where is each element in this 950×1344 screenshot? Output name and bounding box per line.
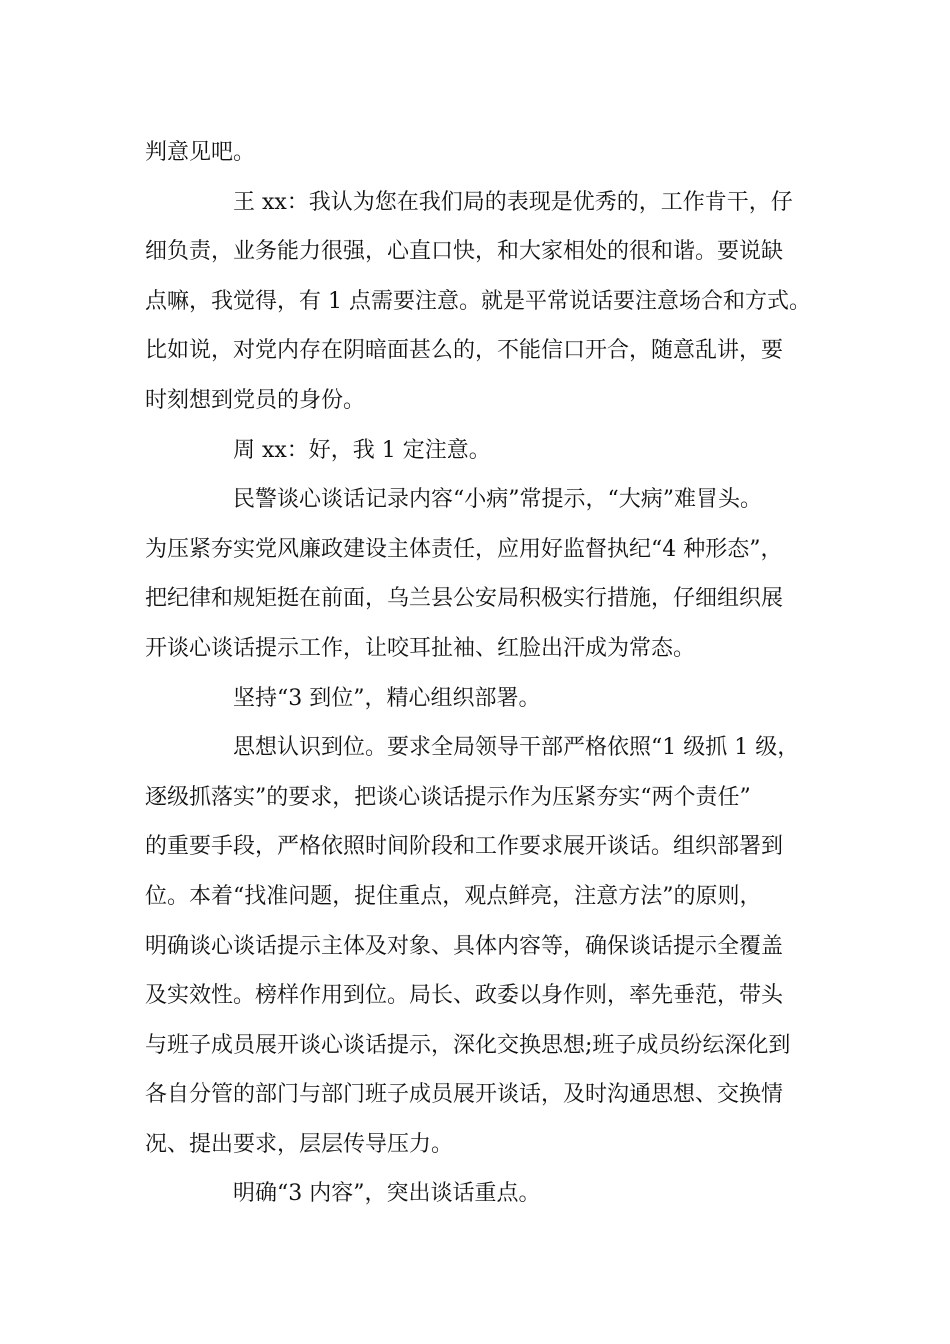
text-line: 为压紧夯实党风廉政建设主体责任，应用好监督执纪“4 种形态”，	[145, 536, 783, 562]
text-line: 民警谈心谈话记录内容“小病”常提示，“大病”难冒头。	[233, 487, 762, 513]
document-body	[145, 128, 825, 1219]
text-line: 细负责，业务能力很强，心直口快，和大家相处的很和谐。要说缺	[145, 239, 784, 265]
paragraph	[145, 674, 825, 724]
text-line: 及实效性。榜样作用到位。局长、政委以身作则，率先垂范，带头	[145, 983, 784, 1009]
text-line: 况、提出要求，层层传导压力。	[145, 1131, 454, 1157]
text-line: 逐级抓落实”的要求，把谈心谈话提示作为压紧夯实“两个责任”	[145, 784, 751, 810]
text-line: 判意见吧。	[145, 140, 256, 165]
paragraph	[145, 1169, 825, 1219]
text-line: 王 xx：我认为您在我们局的表现是优秀的，工作肯干，仔	[233, 189, 793, 215]
text-line: 位。本着“找准问题，捉住重点，观点鲜亮，注意方法”的原则，	[145, 883, 762, 909]
paragraph	[145, 128, 825, 178]
text-line: 明确“3 内容”，突出谈话重点。	[233, 1181, 541, 1207]
text-line: 比如说，对党内存在阴暗面甚么的，不能信口开合，随意乱讲，要	[145, 338, 784, 364]
text-line: 思想认识到位。要求全局领导干部严格依照“1 级抓 1 级，	[233, 735, 800, 761]
text-line: 明确谈心谈话提示主体及对象、具体内容等，确保谈话提示全覆盖	[145, 933, 784, 959]
paragraph	[145, 723, 825, 1169]
text-line: 时刻想到党员的身份。	[145, 387, 366, 413]
text-line: 坚持“3 到位”，精心组织部署。	[233, 685, 541, 711]
paragraph	[145, 426, 825, 476]
text-line: 与班子成员展开谈心谈话提示，深化交换思想;班子成员纷纭深化到	[145, 1032, 791, 1058]
paragraph	[145, 178, 825, 426]
text-line: 把纪律和规矩挺在前面，乌兰县公安局积极实行措施，仔细组织展	[145, 586, 784, 612]
text-line: 周 xx：好，我 1 定注意。	[233, 437, 491, 463]
text-line: 点嘛，我觉得，有 1 点需要注意。就是平常说话要注意场合和方式。	[145, 288, 811, 314]
paragraph	[145, 475, 825, 673]
text-line: 的重要手段，严格依照时间阶段和工作要求展开谈话。组织部署到	[145, 834, 784, 860]
text-line: 开谈心谈话提示工作，让咬耳扯袖、红脸出汗成为常态。	[145, 635, 696, 661]
text-line: 各自分管的部门与部门班子成员展开谈话，及时沟通思想、交换情	[145, 1082, 784, 1108]
